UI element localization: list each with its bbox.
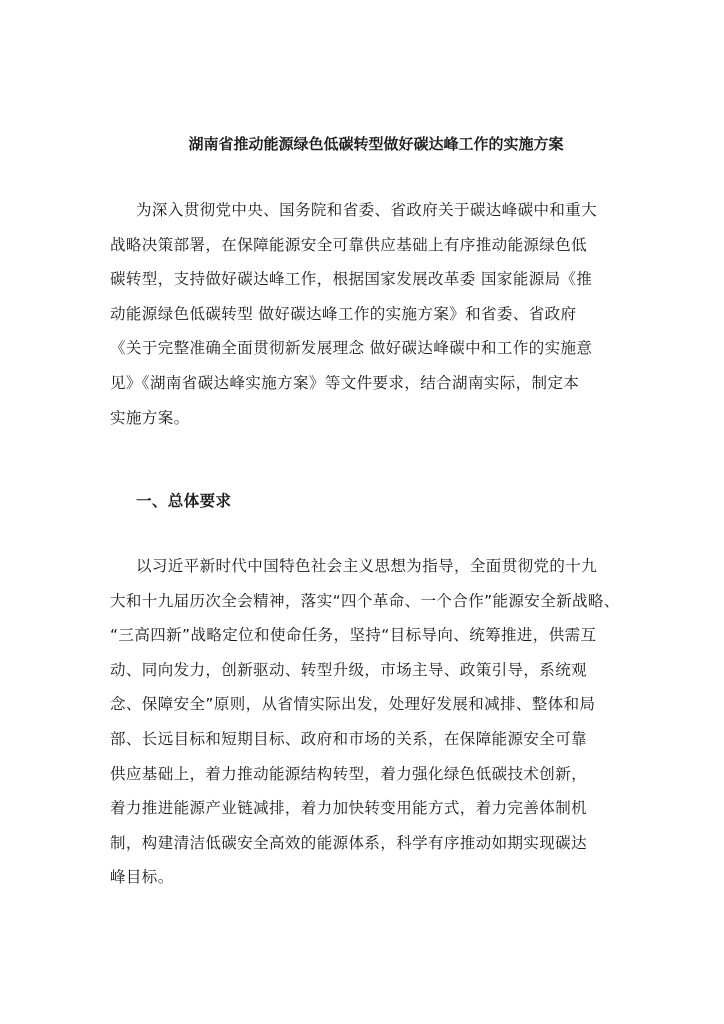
- section-heading-general-requirements: 一、总体要求: [136, 492, 232, 510]
- paragraph-line: 部、长远目标和短期目标、政府和市场的关系，在保障能源安全可靠: [110, 729, 588, 748]
- document-title: 湖南省推动能源绿色低碳转型做好碳达峰工作的实施方案: [188, 135, 564, 153]
- paragraph-general-requirements: [110, 549, 620, 895]
- paragraph-line: 碳转型，支持做好碳达峰工作，根据国家发展改革委 国家能源局《推: [110, 270, 593, 289]
- paragraph-line: 见》《湖南省碳达峰实施方案》等文件要求，结合湖南实际，制定本: [110, 373, 580, 392]
- paragraph-line: “三高四新”战略定位和使命任务，坚持“目标导向、统筹推进，供需互: [110, 626, 597, 645]
- paragraph-line: 《关于完整准确全面贯彻新发展理念 做好碳达峰碳中和工作的实施意: [110, 339, 593, 358]
- paragraph-line: 制，构建清洁低碳安全高效的能源体系，科学有序推动如期实现碳达: [110, 833, 588, 852]
- paragraph-line: 实施方案。: [110, 408, 190, 427]
- paragraph-line: 峰目标。: [110, 868, 174, 887]
- paragraph-line: 动、同向发力，创新驱动、转型升级，市场主导、政策引导，系统观: [110, 660, 588, 679]
- paragraph-intro: [110, 193, 615, 435]
- paragraph-line: 动能源绿色低碳转型 做好碳达峰工作的实施方案》和省委、省政府: [110, 304, 577, 323]
- paragraph-line: 着力推进能源产业链减排，着力加快转变用能方式，着力完善体制机: [110, 799, 588, 818]
- paragraph-line: 战略决策部署，在保障能源安全可靠供应基础上有序推动能源绿色低: [110, 235, 588, 254]
- paragraph-line: 为深入贯彻党中央、国务院和省委、省政府关于碳达峰碳中和重大: [136, 201, 598, 219]
- paragraph-line: 念、保障安全”原则，从省情实际出发，处理好发展和减排、整体和局: [110, 695, 596, 714]
- paragraph-line: 大和十九届历次全会精神，落实“四个革命、一个合作”能源安全新战略、: [110, 591, 620, 610]
- paragraph-line: 供应基础上，着力推动能源结构转型，着力强化绿色低碳技术创新，: [110, 764, 588, 783]
- paragraph-line: 以习近平新时代中国特色社会主义思想为指导，全面贯彻党的十九: [136, 557, 598, 575]
